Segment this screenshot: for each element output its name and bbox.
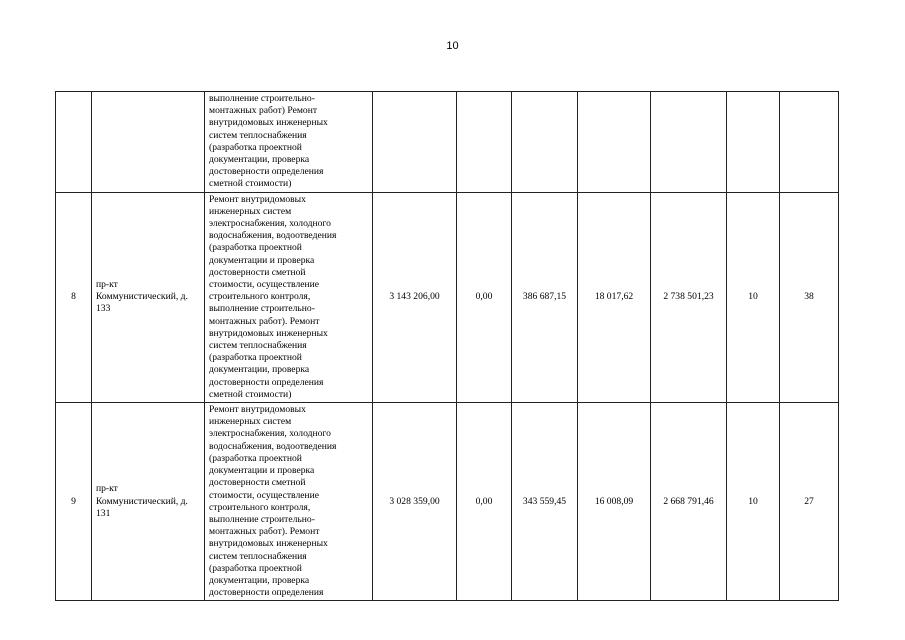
work-description-cell: Ремонт внутридомовых инженерных систем электроснабжения, холодного водоснабжения, водоотведения (разработка проектной документации и проверка достоверности сметной стоимости, осуществление строительного контроля, выполнение строительно- монтажных работ). Ремонт внутридомовых инженерных систем теплоснабжения (разработка проектной документации, проверка достоверности определения сметной стоимости) [205,192,373,402]
value-cell: 2 738 501,23 [651,192,727,402]
total-cost-cell [373,92,457,193]
value-cell: 10 [727,192,780,402]
value-cell: 16 008,09 [578,403,651,601]
address-cell [92,92,205,193]
repair-register-table [55,91,839,601]
value-cell: 18 017,62 [578,192,651,402]
value-cell: 386 687,15 [512,192,578,402]
value-cell [578,92,651,193]
page-number: 10 [446,40,459,52]
total-cost-cell: 3 028 359,00 [373,403,457,601]
address-cell: пр-кт Коммунистический, д. 133 [92,192,205,402]
value-cell: 0,00 [457,403,512,601]
value-cell: 2 668 791,46 [651,403,727,601]
value-cell: 38 [780,192,839,402]
value-cell [727,92,780,193]
value-cell: 27 [780,403,839,601]
table-row [56,92,839,193]
value-cell [457,92,512,193]
work-description-cell: Ремонт внутридомовых инженерных систем электроснабжения, холодного водоснабжения, водоотведения (разработка проектной документации и проверка достоверности сметной стоимости, осуществление строительного контроля, выполнение строительно- монтажных работ). Ремонт внутридомовых инженерных систем теплоснабжения (разработка проектной документации, проверка достоверности определения [205,403,373,601]
total-cost-cell: 3 143 206,00 [373,192,457,402]
value-cell: 0,00 [457,192,512,402]
value-cell [780,92,839,193]
work-description-cell: выполнение строительно- монтажных работ) Ремонт внутридомовых инженерных систем теплоснабжения (разработка проектной документации, проверка достоверности определения сметной стоимости) [205,92,373,193]
value-cell: 10 [727,403,780,601]
row-number-cell [56,92,92,193]
value-cell [512,92,578,193]
address-cell: пр-кт Коммунистический, д. 131 [92,403,205,601]
row-number-cell: 9 [56,403,92,601]
table-row [56,192,839,402]
row-number-cell: 8 [56,192,92,402]
table-row [56,403,839,601]
value-cell: 343 559,45 [512,403,578,601]
value-cell [651,92,727,193]
